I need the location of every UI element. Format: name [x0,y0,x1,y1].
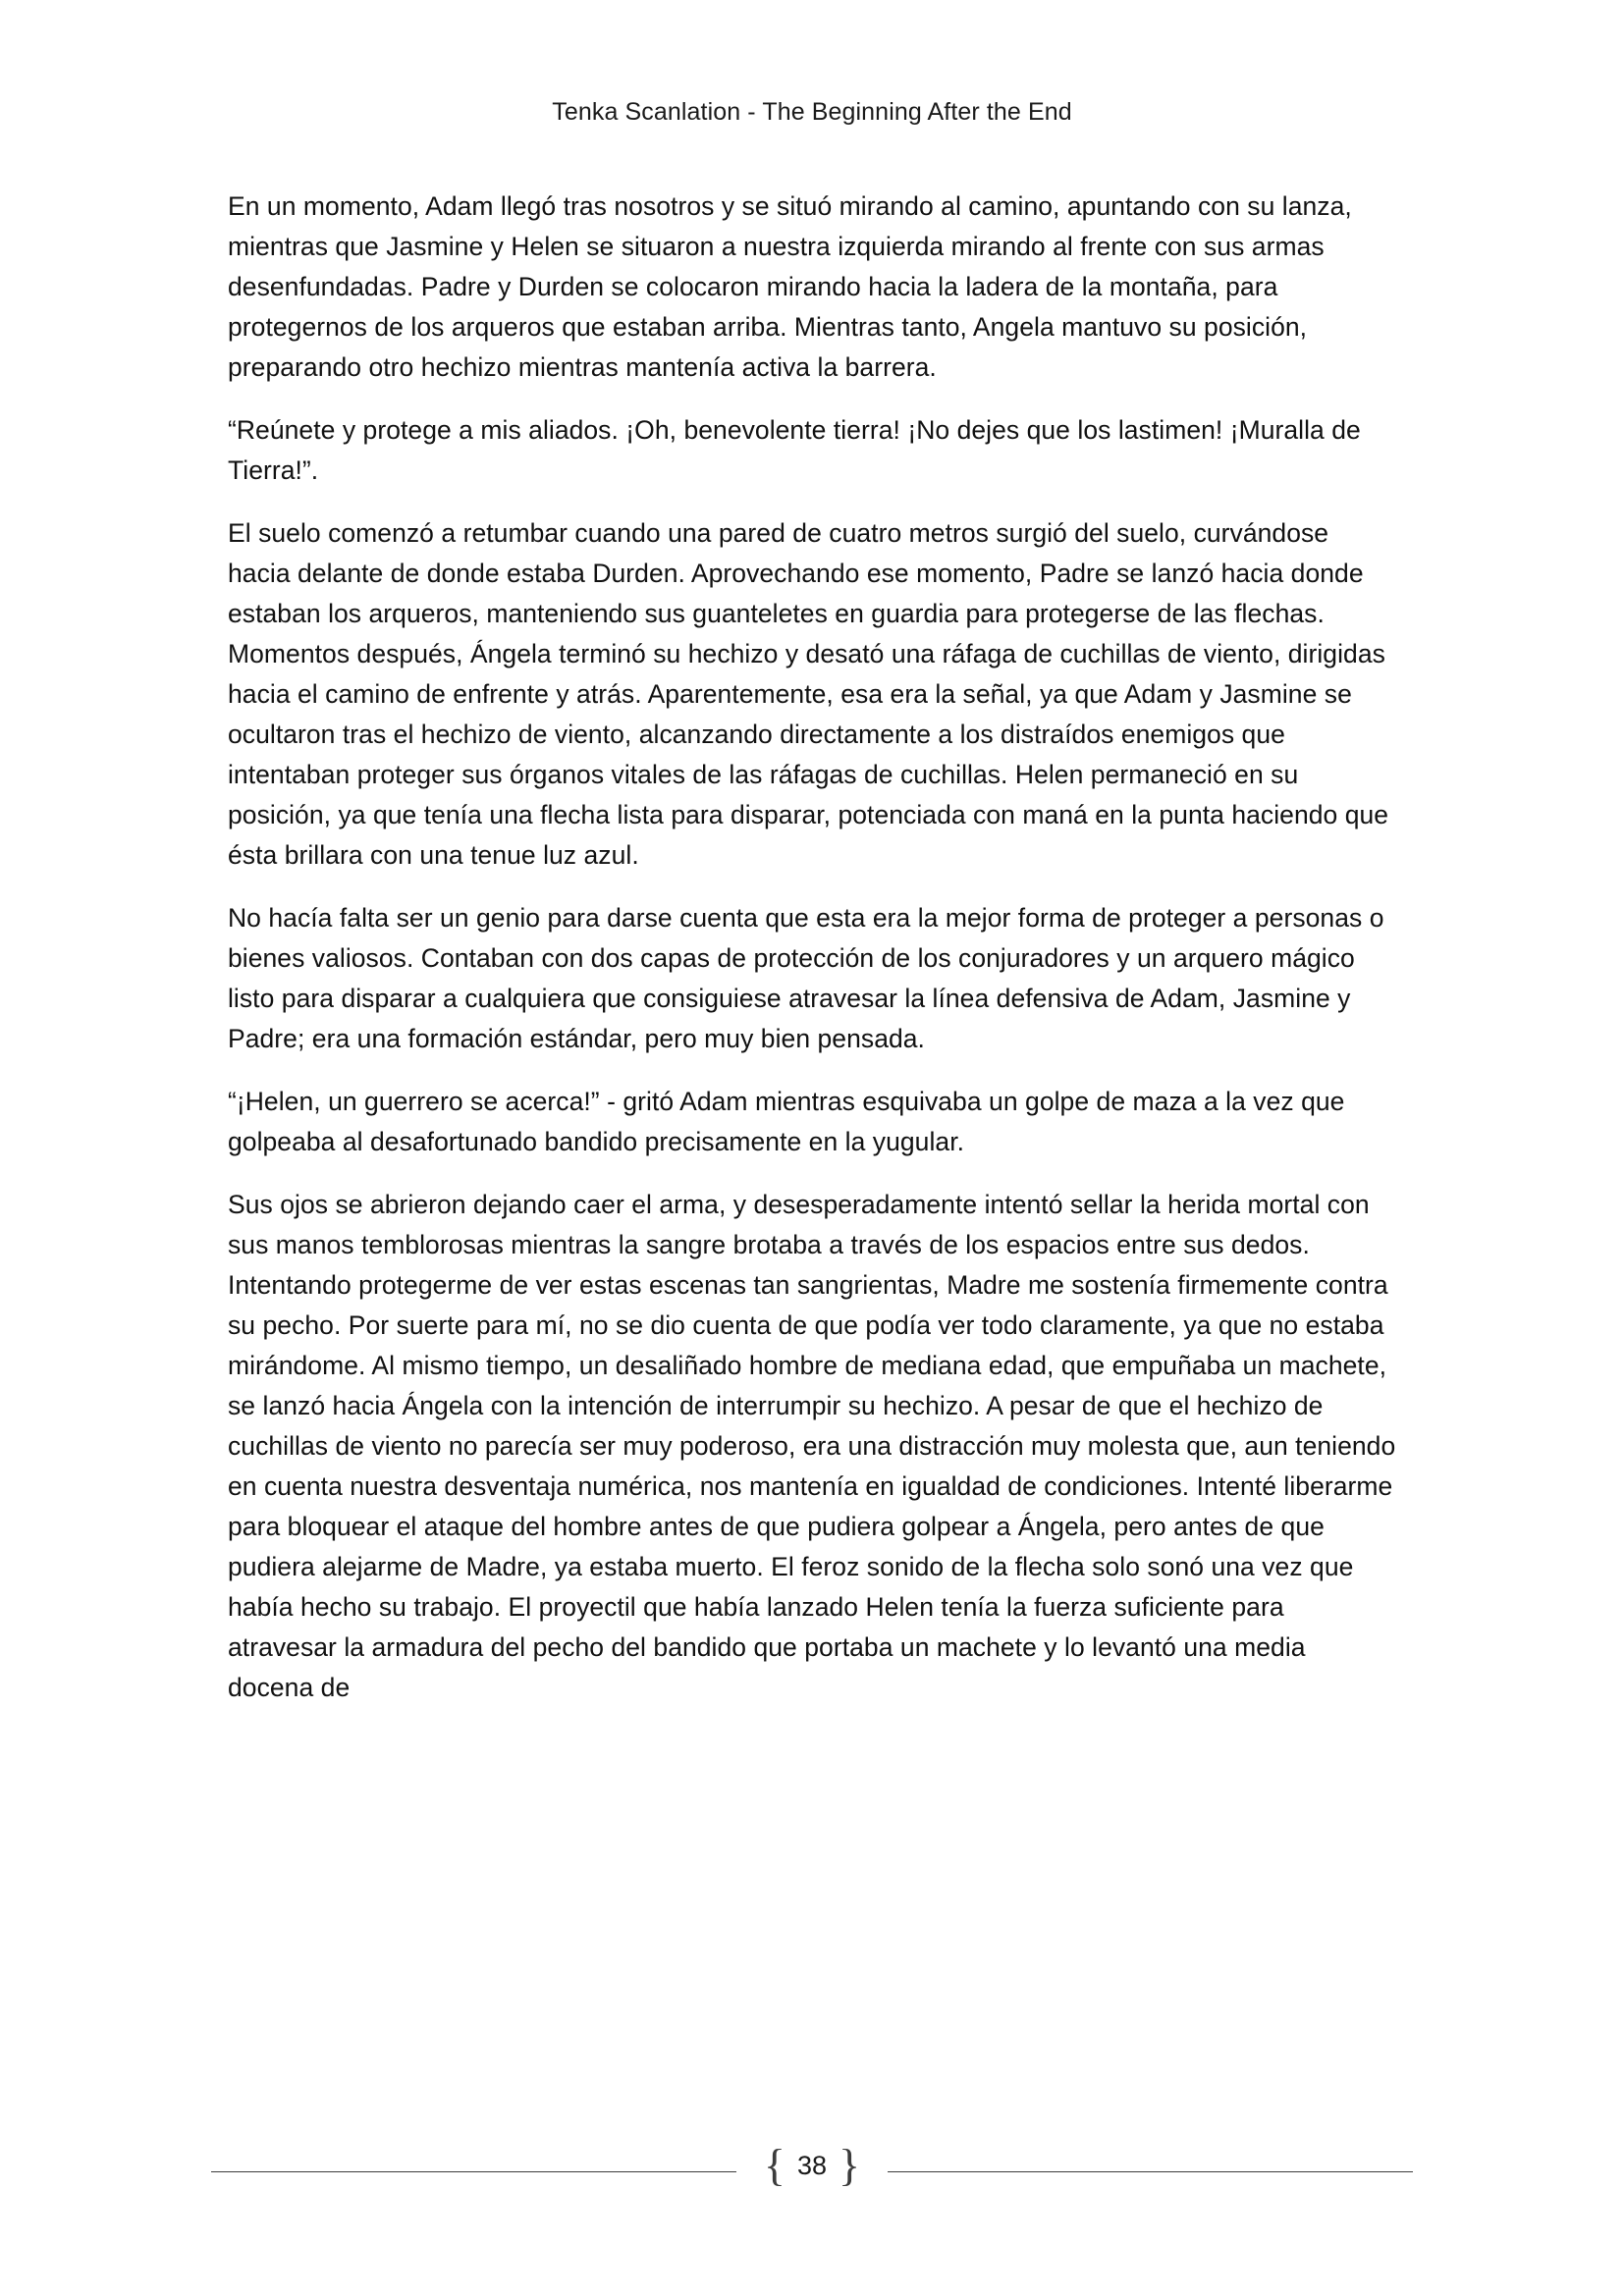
paragraph: Sus ojos se abrieron dejando caer el arma, y desesperadamente intentó sellar la herida mortal con sus manos temblorosas mientras la sangre brotaba a través de los espacios entre sus dedos. Intentando protegerme de ver estas escenas tan sangrientas, Madre me sostenía firmemente contra su pecho. Por suerte para mí, no se dio cuenta de que podía ver todo claramente, ya que no estaba mirándome. Al mismo tiempo, un desaliñado hombre de mediana edad, que empuñaba un machete, se lanzó hacia Ángela con la intención de interrumpir su hechizo. A pesar de que el hechizo de cuchillas de viento no parecía ser muy poderoso, era una distracción muy molesta que, aun teniendo en cuenta nuestra desventaja numérica, nos mantenía en igualdad de condiciones. Intenté liberarme para bloquear el ataque del hombre antes de que pudiera golpear a Ángela, pero antes de que pudiera alejarme de Madre, ya estaba muerto. El feroz sonido de la flecha solo sonó una vez que había hecho su trabajo. El proyectil que había lanzado Helen tenía la fuerza suficiente para atravesar la armadura del pecho del bandido que portaba un machete y lo levantó una media docena de [228,1190,1396,1702]
page-footer [0,2140,1624,2202]
left-brace-icon: { [763,2140,785,2190]
paragraph: “¡Helen, un guerrero se acerca!” - gritó Adam mientras esquivaba un golpe de maza a la vez que golpeaba al desafortunado bandido precisamente en la yugular. [228,1087,1345,1156]
page-header: Tenka Scanlation - The Beginning After the End [552,98,1072,126]
footer-divider-left [211,2171,736,2172]
right-brace-icon: } [839,2140,861,2190]
footer-divider-right [888,2171,1413,2172]
page-body [228,187,1396,1731]
paragraph: “Reúnete y protege a mis aliados. ¡Oh, benevolente tierra! ¡No dejes que los lastimen! ¡Muralla de Tierra!”. [228,415,1361,485]
paragraph: No hacía falta ser un genio para darse cuenta que esta era la mejor forma de proteger a personas o bienes valiosos. Contaban con dos capas de protección de los conjuradores y un arquero mágico listo para disparar a cualquiera que consiguiese atravesar la línea defensiva de Adam, Jasmine y Padre; era una formación estándar, pero muy bien pensada. [228,903,1384,1053]
footer-page-marker [763,2140,861,2190]
paragraph: El suelo comenzó a retumbar cuando una pared de cuatro metros surgió del suelo, curvándose hacia delante de donde estaba Durden. Aprovechando ese momento, Padre se lanzó hacia donde estaban los arqueros, manteniendo sus guanteletes en guardia para protegerse de las flechas. Momentos después, Ángela terminó su hechizo y desató una ráfaga de cuchillas de viento, dirigidas hacia el camino de enfrente y atrás. Aparentemente, esa era la señal, ya que Adam y Jasmine se ocultaron tras el hechizo de viento, alcanzando directamente a los distraídos enemigos que intentaban proteger sus órganos vitales de las ráfagas de cuchillas. Helen permaneció en su posición, ya que tenía una flecha lista para disparar, potenciada con maná en la punta haciendo que ésta brillara con una tenue luz azul. [228,518,1389,870]
page-number: 38 [796,2150,828,2180]
paragraph: En un momento, Adam llegó tras nosotros y se situó mirando al camino, apuntando con su lanza, mientras que Jasmine y Helen se situaron a nuestra izquierda mirando al frente con sus armas desenfundadas. Padre y Durden se colocaron mirando hacia la ladera de la montaña, para protegernos de los arqueros que estaban arriba. Mientras tanto, Angela mantuvo su posición, preparando otro hechizo mientras mantenía activa la barrera. [228,191,1352,382]
